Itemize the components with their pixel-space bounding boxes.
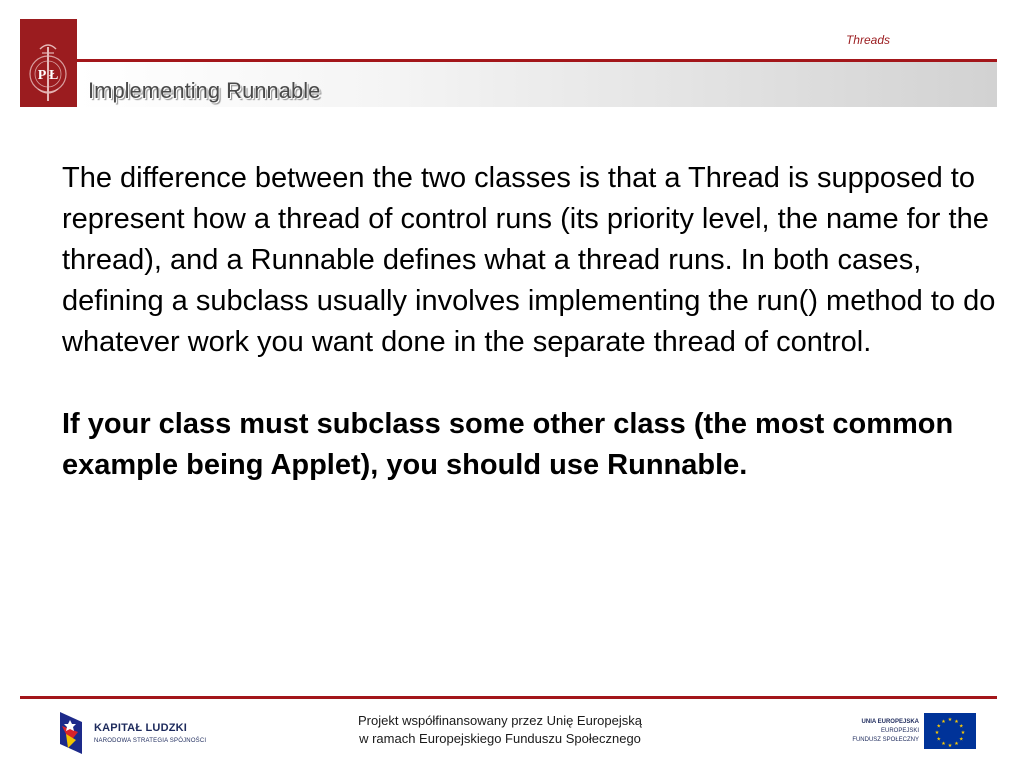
- svg-text:★: ★: [941, 741, 946, 748]
- slide-body: [62, 158, 1017, 486]
- university-emblem-icon: [20, 19, 77, 107]
- header-divider: [77, 59, 997, 62]
- svg-text:★: ★: [936, 723, 941, 730]
- eu-stars-icon: [924, 713, 976, 749]
- kapital-ludzki-icon: [56, 708, 86, 758]
- footer-funding-note: [300, 712, 700, 748]
- svg-text:★: ★: [954, 741, 959, 748]
- footer-line-2: w ramach Europejskiego Funduszu Społecznego: [359, 731, 641, 746]
- eu-label-line-2: EUROPEJSKI: [880, 728, 919, 734]
- body-paragraph-emphasis: If your class must subclass some other class (the most common example being Applet), you should use Runnable.: [62, 408, 954, 481]
- logo-letters: P Ł: [37, 68, 59, 83]
- kapital-ludzki-name: KAPITAŁ LUDZKI: [94, 722, 188, 734]
- kapital-ludzki-subtitle: NARODOWA STRATEGIA SPÓJNOŚCI: [94, 738, 207, 744]
- section-label: Threads: [845, 33, 890, 47]
- kapital-ludzki-logo: [56, 708, 86, 763]
- university-logo: [20, 19, 77, 107]
- footer-line-1: Projekt współfinansowany przez Unię Europejską: [358, 713, 642, 728]
- footer-divider: [20, 696, 997, 699]
- svg-text:★: ★: [936, 736, 941, 743]
- svg-text:★: ★: [947, 743, 953, 749]
- svg-text:★: ★: [954, 718, 959, 725]
- slide-title: Implementing Runnable: [88, 78, 321, 103]
- svg-text:★: ★: [959, 736, 964, 743]
- svg-text:★: ★: [941, 718, 946, 725]
- svg-text:★: ★: [960, 730, 966, 736]
- svg-text:★: ★: [934, 730, 940, 736]
- svg-text:★: ★: [947, 717, 953, 723]
- svg-text:★: ★: [959, 723, 964, 730]
- eu-flag: [924, 713, 976, 749]
- eu-label-line-3: FUNDUSZ SPOŁECZNY: [852, 737, 919, 743]
- eu-label-line-1: UNIA EUROPEJSKA: [861, 719, 919, 725]
- eu-fund-label: [836, 718, 919, 745]
- body-paragraph: The difference between the two classes is that a Thread is supposed to represent how a thread of control runs (its priority level, the name for the thread), and a Runnable defines what a thread runs. In both cases, defining a subclass usually involves implementing the run() method to do whatever work you want done in the separate thread of control.: [62, 162, 996, 358]
